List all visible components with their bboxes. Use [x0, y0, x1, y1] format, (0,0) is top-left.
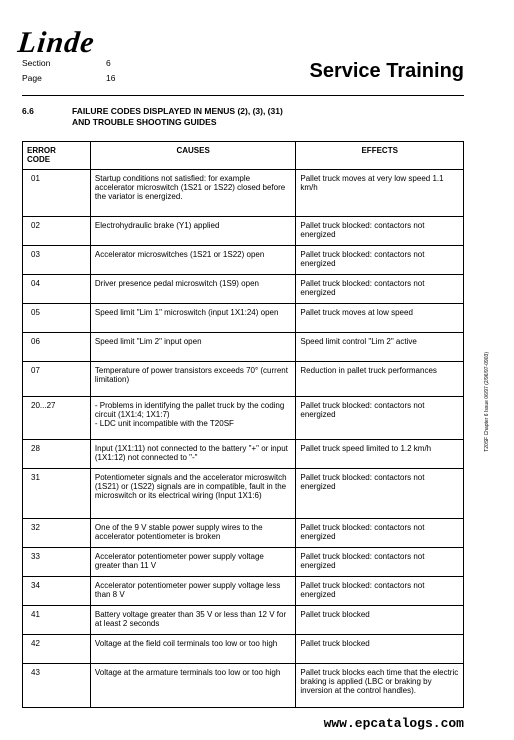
cell-cause-text: Electrohydraulic brake (Y1) applied — [94, 221, 220, 230]
cell-code — [23, 519, 91, 548]
header-causes: CAUSES — [90, 142, 296, 170]
page-label: Page — [22, 73, 42, 83]
footer-watermark: www.epcatalogs.com — [323, 716, 464, 731]
table-row — [23, 397, 464, 440]
cell-effect — [296, 635, 464, 664]
cell-cause-text: Voltage at the armature terminals too low or too high — [94, 668, 281, 677]
page-title: Service Training — [309, 60, 464, 82]
cell-effect-text: Pallet truck blocked: contactors not energized — [300, 473, 425, 491]
cell-code-text: 42 — [31, 639, 40, 648]
section-value: 6 — [106, 58, 111, 68]
cell-cause-text: Driver presence pedal microswitch (1S9) open — [94, 279, 259, 288]
table-row — [23, 548, 464, 577]
cell-effect-text: Pallet truck blocks each time that the electric braking is applied (LBC or braking by inversion at the control handles). — [300, 668, 459, 695]
section-number: 6.6 — [22, 106, 34, 116]
cell-effect — [296, 333, 464, 362]
side-reference-text: T20SF Chapter 6 Issue 06/97 (2/96/97-0903) — [484, 352, 490, 452]
cell-cause — [90, 577, 296, 606]
table-row — [23, 304, 464, 333]
cell-effect-text: Pallet truck blocked: contactors not energized — [300, 552, 425, 570]
cell-cause-text: Potentiometer signals and the accelerator microswitch (1S21) or (1S22) signals are in compatible, fault in the microswitch or its electrical wiring (Input 1X1:6) — [94, 473, 287, 500]
cell-cause — [90, 397, 296, 440]
cell-effect — [296, 304, 464, 333]
cell-cause — [90, 304, 296, 333]
cell-effect — [296, 469, 464, 519]
cell-effect — [296, 397, 464, 440]
cell-effect — [296, 440, 464, 469]
cell-code-text: 06 — [31, 337, 40, 346]
cell-cause-text: Input (1X1:11) not connected to the battery "+" or input (1X1:12) not connected to "-" — [94, 444, 288, 462]
header-divider — [22, 95, 464, 96]
cell-effect-text: Pallet truck blocked: contactors not energized — [300, 581, 425, 599]
cell-cause-text: Startup conditions not satisfied: for example accelerator microswitch (1S21 or 1S22) closed before the variator is energized. — [94, 174, 286, 201]
table-row — [23, 246, 464, 275]
cell-effect-text: Pallet truck moves at low speed — [300, 308, 413, 317]
cell-code — [23, 440, 91, 469]
cell-code-text: 28 — [31, 444, 40, 453]
table-row — [23, 635, 464, 664]
cell-code-text: 05 — [31, 308, 40, 317]
cell-code-text: 20...27 — [31, 401, 56, 410]
cell-cause — [90, 548, 296, 577]
section-meta — [22, 58, 111, 68]
cell-effect-text: Pallet truck blocked: contactors not energized — [300, 401, 425, 419]
section-title — [72, 106, 283, 128]
cell-cause — [90, 217, 296, 246]
cell-code-text: 03 — [31, 250, 40, 259]
cell-code-text: 34 — [31, 581, 40, 590]
cell-effect-text: Speed limit control "Lim 2" active — [300, 337, 417, 346]
cell-code — [23, 170, 91, 217]
table-row — [23, 606, 464, 635]
cell-effect — [296, 664, 464, 708]
cell-cause — [90, 170, 296, 217]
cell-cause-text: - Problems in identifying the pallet truck by the coding circuit (1X1:4; 1X1:7) — [94, 401, 285, 419]
cell-cause-text: Accelerator microswitches (1S21 or 1S22) open — [94, 250, 265, 259]
cell-cause-text: Battery voltage greater than 35 V or less than 12 V for at least 2 seconds — [94, 610, 287, 628]
cell-effect — [296, 519, 464, 548]
cell-cause — [90, 635, 296, 664]
cell-effect-text: Pallet truck blocked: contactors not energized — [300, 250, 425, 268]
cell-code — [23, 606, 91, 635]
cell-effect-text: Pallet truck blocked: contactors not energized — [300, 221, 425, 239]
linde-logo: Linde — [16, 26, 97, 59]
cell-code-text: 07 — [31, 366, 40, 375]
cell-code — [23, 362, 91, 397]
cell-code-text: 41 — [31, 610, 40, 619]
failure-codes-table — [22, 141, 464, 708]
table-row — [23, 469, 464, 519]
table-header-row — [23, 142, 464, 170]
table-row — [23, 217, 464, 246]
cell-cause — [90, 246, 296, 275]
cell-code-text: 01 — [31, 174, 40, 183]
table-row — [23, 362, 464, 397]
cell-code — [23, 664, 91, 708]
cell-cause-text: Speed limit "Lim 2" input open — [94, 337, 202, 346]
cell-cause-text: Temperature of power transistors exceeds 70° (current limitation) — [94, 366, 288, 384]
cell-effect-text: Pallet truck speed limited to 1.2 km/h — [300, 444, 432, 453]
header-effects: EFFECTS — [296, 142, 464, 170]
cell-code — [23, 397, 91, 440]
cell-cause-text: Voltage at the field coil terminals too low or too high — [94, 639, 278, 648]
cell-code — [23, 548, 91, 577]
cell-effect-text: Reduction in pallet truck performances — [300, 366, 437, 375]
cell-code-text: 02 — [31, 221, 40, 230]
cell-code-text: 31 — [31, 473, 40, 482]
cell-code — [23, 577, 91, 606]
cell-effect — [296, 362, 464, 397]
cell-cause-text: Speed limit "Lim 1" microswitch (input 1X1:24) open — [94, 308, 279, 317]
cell-effect — [296, 170, 464, 217]
table-row — [23, 170, 464, 217]
cell-effect — [296, 548, 464, 577]
section-label: Section — [22, 58, 51, 68]
table-row — [23, 664, 464, 708]
cell-code-text: 33 — [31, 552, 40, 561]
header-code-line1: ERROR — [27, 146, 56, 155]
cell-code — [23, 217, 91, 246]
cell-cause — [90, 469, 296, 519]
table-row — [23, 333, 464, 362]
cell-effect-text: Pallet truck moves at very low speed 1.1 km/h — [300, 174, 444, 192]
cell-cause — [90, 362, 296, 397]
cell-effect — [296, 246, 464, 275]
cell-cause — [90, 333, 296, 362]
cell-code-text: 32 — [31, 523, 40, 532]
table-row — [23, 440, 464, 469]
cell-code — [23, 635, 91, 664]
cell-code — [23, 333, 91, 362]
cell-cause-text: Accelerator potentiometer power supply voltage greater than 11 V — [94, 552, 264, 570]
cell-cause-text: Accelerator potentiometer power supply voltage less than 8 V — [94, 581, 281, 599]
section-title-line2: AND TROUBLE SHOOTING GUIDES — [72, 117, 217, 127]
cell-cause-text: One of the 9 V stable power supply wires to the accelerator potentiometer is broken — [94, 523, 263, 541]
table-row — [23, 519, 464, 548]
cell-cause — [90, 275, 296, 304]
cell-cause — [90, 440, 296, 469]
cell-cause — [90, 519, 296, 548]
cell-effect-text: Pallet truck blocked: contactors not energized — [300, 523, 425, 541]
cell-code-text: 43 — [31, 668, 40, 677]
cell-cause-text: - LDC unit incompatible with the T20SF — [94, 419, 234, 428]
cell-effect — [296, 275, 464, 304]
cell-code — [23, 304, 91, 333]
cell-code-text: 04 — [31, 279, 40, 288]
table-row — [23, 275, 464, 304]
cell-effect-text: Pallet truck blocked — [300, 639, 370, 648]
header-code-line2: CODE — [27, 155, 51, 164]
page-meta — [22, 73, 116, 83]
cell-effect — [296, 217, 464, 246]
section-title-line1: FAILURE CODES DISPLAYED IN MENUS (2), (3), (31) — [72, 106, 283, 116]
cell-code — [23, 275, 91, 304]
page-value: 16 — [106, 73, 116, 83]
cell-effect-text: Pallet truck blocked — [300, 610, 370, 619]
table-row — [23, 577, 464, 606]
cell-effect — [296, 577, 464, 606]
cell-code — [23, 469, 91, 519]
header-error-code — [23, 142, 91, 170]
cell-effect — [296, 606, 464, 635]
cell-effect-text: Pallet truck blocked: contactors not energized — [300, 279, 425, 297]
cell-cause — [90, 606, 296, 635]
cell-code — [23, 246, 91, 275]
cell-cause — [90, 664, 296, 708]
